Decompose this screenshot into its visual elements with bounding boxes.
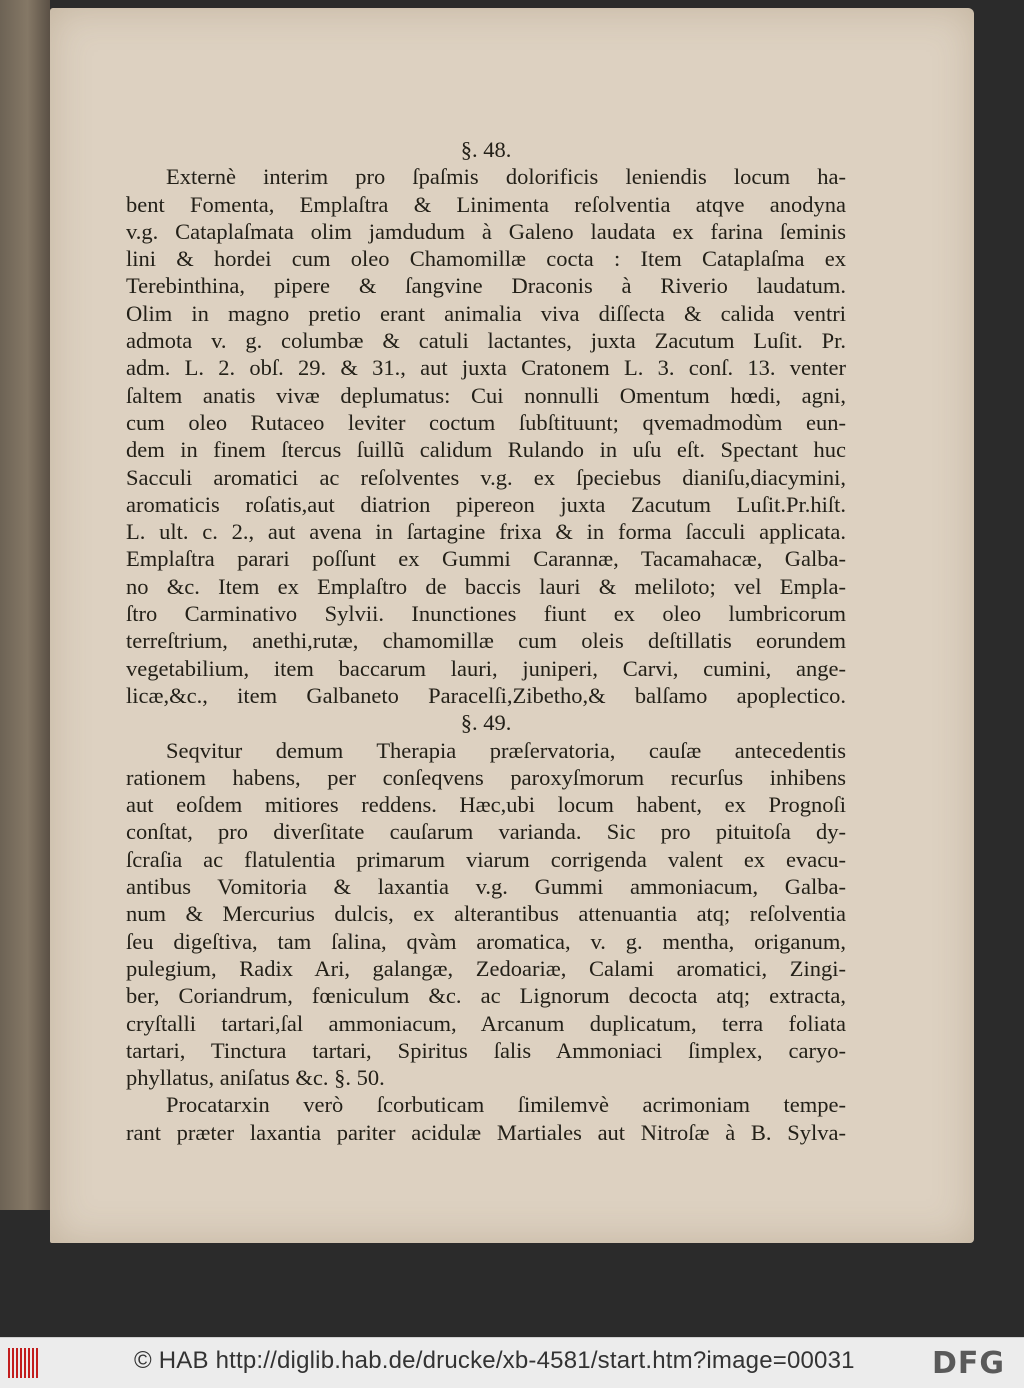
text-line: Procatarxin verò ſcorbuticam ſimilemvè acrimoniam tempe- bbox=[166, 1092, 846, 1118]
text-line: antibus Vomitoria & laxantia v.g. Gummi ammoniacum, Galba- bbox=[126, 874, 846, 900]
text-line: phyllatus, aniſatus &c. §. 50. bbox=[126, 1065, 385, 1091]
text-line: conſtat, pro diverſitate cauſarum varianda. Sic pro pituitoſa dy- bbox=[126, 819, 846, 845]
hab-logo-icon bbox=[8, 1348, 42, 1378]
text-line: dem in finem ſtercus ſuillũ calidum Rulando in uſu eſt. Spectant huc bbox=[126, 437, 846, 463]
text-line: lini & hordei cum oleo Chamomillæ coctа : Item Cataplaſma ex bbox=[126, 246, 846, 272]
text-line: Terebinthina, pipere & ſangvine Draconis à Riverio laudatum. bbox=[126, 273, 846, 299]
text-line: num & Mercurius dulcis, ex alterantibus attenuantia atq; reſolventia bbox=[126, 901, 846, 927]
text-line: Sacculi aromatici ac reſolventes v.g. ex ſpeciebus dianiſu,diacymini, bbox=[126, 464, 846, 490]
text-line: pulegium, Radix Ari, galangæ, Zedoariæ, Calami aromatici, Zingi- bbox=[126, 955, 846, 981]
viewer-footer bbox=[0, 1337, 1024, 1388]
text-line: aut eoſdem mitiores reddens. Hæc,ubi locum habent, ex Prognoſi bbox=[126, 792, 846, 818]
text-line: v.g. Cataplaſmata olim jamdudum à Galeno laudata ex farina ſeminis bbox=[126, 218, 846, 244]
section-heading: §. 49. bbox=[460, 710, 512, 736]
text-line: bent Fomenta, Emplaſtra & Linimenta reſolventia atqve anodyna bbox=[126, 191, 846, 217]
text-line: tartari, Tinctura tartari, Spiritus ſalis Ammoniaci ſimplex, caryo- bbox=[126, 1037, 846, 1063]
text-line: aromaticis roſatis,aut diatrion pipereon juxta Zacutum Luſit.Pr.hiſt. bbox=[126, 491, 846, 517]
section-heading: §. 48. bbox=[460, 137, 512, 162]
text-line: ber, Coriandrum, fœniculum &c. ac Lignorum decocta atq; extracta, bbox=[126, 983, 846, 1009]
text-line: licæ,&c., item Galbaneto Paracelſi,Zibetho,& balſamo apoplectico. bbox=[126, 682, 846, 708]
text-line: Externè interim pro ſpaſmis dolorificis leniendis locum ha- bbox=[166, 164, 846, 190]
text-line: L. ult. c. 2., aut avena in ſartagine frixa & in forma ſacculi applicata. bbox=[126, 519, 846, 545]
text-line: ſcraſia ac flatulentia primarum viarum corrigenda valent ex evacu- bbox=[126, 846, 846, 872]
text-line: adm. L. 2. obſ. 29. & 31., aut juxta Cratonem L. 3. conſ. 13. venter bbox=[126, 355, 846, 381]
text-line: ſaltem anatis vivæ deplumatus: Cui nonnulli Omentum hœdi, agni, bbox=[126, 382, 846, 408]
text-line: cryſtalli tartari,ſal ammoniacum, Arcanum duplicatum, terra foliata bbox=[126, 1010, 846, 1036]
text-line: admota v. g. columbæ & catuli lactantes, juxta Zacutum Luſit. Pr. bbox=[126, 328, 846, 354]
text-line: rationem habens, per conſeqvens paroxyſmorum recurſus inhibens bbox=[126, 764, 846, 790]
text-line: terreſtrium, anethi,rutæ, chamomillæ cum oleis deſtillatis eorundem bbox=[126, 628, 846, 654]
text-line: ſtro Carminativo Sylvii. Inunctiones fiunt ex oleo lumbricorum bbox=[126, 601, 846, 627]
text-line: ſeu digeſtiva, tam ſalina, qvàm aromatica, v. g. mentha, origanum, bbox=[126, 928, 846, 954]
dfg-logo: DFG bbox=[932, 1346, 1006, 1381]
text-line: Olim in magno pretio erant animalia viva diſſecta & calida ventri bbox=[126, 300, 846, 326]
text-line: no &c. Item ex Emplaſtro de baccis lauri & meliloto; vel Empla- bbox=[126, 573, 846, 599]
text-line: rant præter laxantia pariter acidulæ Martiales aut Nitroſæ à B. Sylva- bbox=[126, 1119, 846, 1145]
page-text bbox=[126, 136, 846, 1146]
text-line: vegetabilium, item baccarum lauri, juniperi, Carvi, cumini, ange- bbox=[126, 655, 846, 681]
book-page bbox=[50, 8, 974, 1243]
text-line: Emplaſtra parari poſſunt ex Gummi Carannæ, Tacamahacæ, Galba- bbox=[126, 546, 846, 572]
copyright-url[interactable]: © HAB http://diglib.hab.de/drucke/xb-4581/start.htm?image=00031 bbox=[134, 1347, 855, 1374]
text-line: Seqvitur demum Therapia præſervatoria, cauſæ antecedentis bbox=[166, 737, 846, 763]
text-line: cum oleo Rutaceo leviter coctum ſubſtituunt; qvemadmodùm eun- bbox=[126, 409, 846, 435]
previous-page-edge bbox=[0, 0, 50, 1210]
